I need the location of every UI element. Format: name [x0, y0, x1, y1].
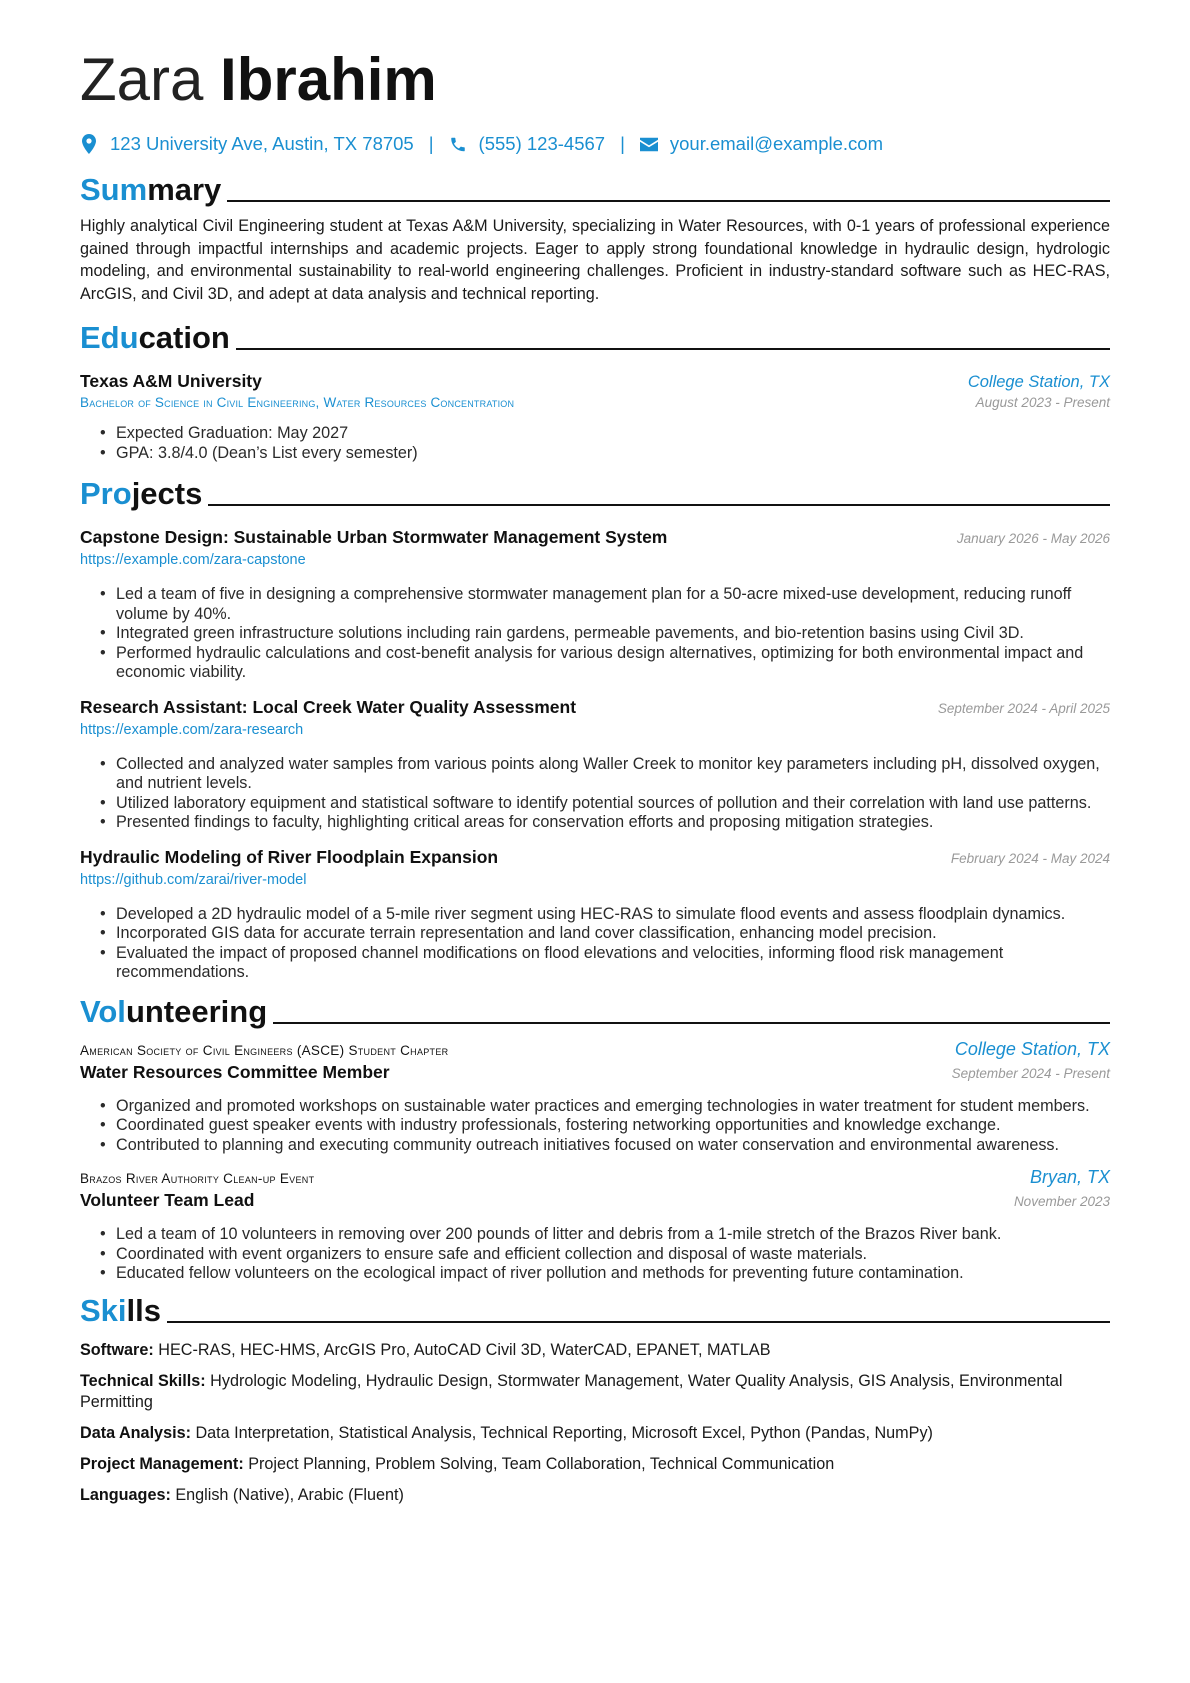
projects-heading: [80, 471, 1110, 513]
bullet-item: • Incorporated GIS data for accurate terrain representation and land cover classification, enhancing model precision.: [116, 924, 1110, 944]
project-dates: February 2024 - May 2024: [950, 850, 1110, 866]
address-text: 123 University Ave, Austin, TX 78705: [110, 133, 414, 154]
project-entry: [80, 697, 1110, 833]
last-name: Ibrahim: [220, 46, 437, 113]
volunteer-location: Bryan, TX: [1029, 1167, 1110, 1187]
skill-label: Data Analysis:: [80, 1423, 191, 1442]
phone-text: (555) 123-4567: [478, 133, 606, 154]
heading-rest: unteering: [125, 993, 268, 1029]
bullet-item: • Educated fellow volunteers on the ecological impact of river pollution and methods for preventing future contamination.: [116, 1264, 1110, 1284]
volunteer-location: College Station, TX: [954, 1038, 1110, 1059]
education-bullets: [80, 424, 1110, 463]
bullet-item: • Presented findings to faculty, highlighting critical areas for conservation efforts and proposing mitigation strategies.: [116, 813, 1110, 833]
project-title: Capstone Design: Sustainable Urban Stormwater Management System: [80, 527, 668, 547]
heading-accent: Vol: [80, 993, 126, 1029]
project-bullets: [80, 585, 1110, 683]
email-item[interactable]: [640, 133, 883, 155]
project-dates: January 2026 - May 2026: [956, 531, 1110, 546]
bullet-item: • Contributed to planning and executing community outreach initiatives focused on water conservation and environmental awareness.: [116, 1136, 1110, 1156]
bullet-item: • Led a team of 10 volunteers in removing over 200 pounds of litter and debris from a 1-mile stretch of the Brazos River bank.: [116, 1225, 1110, 1245]
skill-label: Software:: [80, 1340, 154, 1359]
section-rule: [273, 1022, 1110, 1024]
degree: Bachelor of Science in Civil Engineering, Water Resources Concentration: [80, 395, 515, 410]
skill-value: Hydrologic Modeling, Hydraulic Design, Stormwater Management, Water Quality Analysis, GIS Analysis, Environmental Permitting: [80, 1371, 1063, 1411]
heading-rest: cation: [138, 320, 230, 355]
skill-row: [80, 1371, 1110, 1413]
project-dates: September 2024 - April 2025: [937, 700, 1110, 716]
volunteer-bullets: [80, 1225, 1110, 1284]
heading-accent: Edu: [80, 320, 139, 355]
section-rule: [167, 1321, 1110, 1323]
summary-text: Highly analytical Civil Engineering student at Texas A&M University, specializing in Water Resources, with 0-1 years of professional experience gained through impactful internships and academic projects. Eager to apply strong foundational knowledge in hydraulic design, hydrologic modeling, and environmental sustainability to real-world engineering challenges. Proficient in industry-standard software such as HEC-RAS, ArcGIS, and Civil 3D, and adept at data analysis and technical reporting.: [80, 217, 1110, 303]
bullet-item: • Performed hydraulic calculations and cost-benefit analysis for various design alternatives, optimizing for both environmental impact and economic viability.: [116, 644, 1110, 683]
skill-value: Project Planning, Problem Solving, Team Collaboration, Technical Communication: [248, 1454, 835, 1473]
bullet-item: • GPA: 3.8/4.0 (Dean’s List every semester): [116, 444, 1110, 464]
project-link[interactable]: https://github.com/zarai/river-model: [80, 871, 307, 888]
school-location: College Station, TX: [967, 373, 1110, 391]
volunteer-entry: [80, 1039, 1110, 1156]
summary-heading: [80, 167, 1110, 209]
skill-row: [80, 1454, 1110, 1475]
volunteer-role: Water Resources Committee Member: [80, 1061, 390, 1082]
candidate-name: [80, 0, 1110, 120]
education-dates: August 2023 - Present: [975, 395, 1110, 410]
bullet-item: • Led a team of five in designing a comprehensive stormwater management plan for a 50-acre mixed-use development, reducing runoff volume by 40%.: [116, 585, 1110, 624]
bullet-item: • Utilized laboratory equipment and statistical software to identify potential sources of pollution and their correlation with land use patterns.: [116, 794, 1110, 814]
contact-separator: |: [620, 133, 625, 154]
contact-line: [80, 129, 1110, 159]
education-heading: [80, 315, 1110, 357]
education-entry: [80, 371, 1110, 463]
skills-list: [80, 1340, 1110, 1506]
project-entry: [80, 847, 1110, 983]
skill-label: Languages:: [80, 1485, 171, 1504]
heading-accent: Sum: [80, 172, 148, 207]
project-bullets: [80, 905, 1110, 983]
project-link[interactable]: https://example.com/zara-research: [80, 721, 304, 738]
skill-label: Project Management:: [80, 1454, 244, 1473]
project-entry: [80, 527, 1110, 683]
project-title: Hydraulic Modeling of River Floodplain Expansion: [80, 846, 499, 867]
skill-label: Technical Skills:: [80, 1371, 206, 1390]
heading-rest: lls: [126, 1292, 161, 1328]
bullet-item: • Expected Graduation: May 2027: [116, 424, 1110, 444]
heading-accent: Ski: [80, 1292, 127, 1328]
volunteer-org: American Society of Civil Engineers (ASCE) Student Chapter: [80, 1042, 449, 1058]
phone-item[interactable]: [449, 133, 606, 155]
bullet-item: • Developed a 2D hydraulic model of a 5-mile river segment using HEC-RAS to simulate flood events and assess floodplain dynamics.: [116, 905, 1110, 925]
volunteer-entry: [80, 1167, 1110, 1284]
envelope-icon: [640, 134, 658, 154]
section-rule: [227, 200, 1110, 202]
skill-value: English (Native), Arabic (Fluent): [175, 1485, 404, 1504]
bullet-item: • Evaluated the impact of proposed channel modifications on flood elevations and velocities, informing flood risk management recommendations.: [116, 944, 1110, 983]
skill-value: HEC-RAS, HEC-HMS, ArcGIS Pro, AutoCAD Civil 3D, WaterCAD, EPANET, MATLAB: [158, 1340, 771, 1359]
map-pin-icon: [80, 134, 98, 154]
contact-separator: |: [428, 133, 434, 154]
section-rule: [236, 348, 1110, 350]
heading-rest: mary: [147, 172, 222, 207]
bullet-item: • Coordinated with event organizers to ensure safe and efficient collection and disposal of waste materials.: [116, 1245, 1110, 1265]
bullet-item: • Organized and promoted workshops on sustainable water practices and emerging technologies in water treatment for student members.: [116, 1097, 1110, 1117]
email-text: your.email@example.com: [669, 133, 883, 154]
school-name: Texas A&M University: [80, 371, 262, 391]
project-link[interactable]: https://example.com/zara-capstone: [80, 552, 306, 568]
skill-row: [80, 1423, 1110, 1444]
skills-heading: [80, 1288, 1110, 1330]
skill-row: [80, 1340, 1110, 1361]
heading-accent: Pro: [80, 476, 132, 511]
volunteer-dates: September 2024 - Present: [951, 1065, 1110, 1081]
address-item: [80, 133, 414, 155]
bullet-item: • Integrated green infrastructure solutions including rain gardens, permeable pavements, and bio-retention basins using Civil 3D.: [116, 624, 1110, 644]
volunteer-role: Volunteer Team Lead: [80, 1190, 255, 1210]
heading-rest: jects: [131, 476, 203, 511]
bullet-item: • Coordinated guest speaker events with industry professionals, fostering networking opportunities and knowledge exchange.: [116, 1116, 1110, 1136]
skill-value: Data Interpretation, Statistical Analysis, Technical Reporting, Microsoft Excel, Python (Pandas, NumPy): [195, 1423, 933, 1442]
phone-icon: [449, 134, 467, 154]
volunteer-bullets: [80, 1097, 1110, 1156]
volunteer-org: Brazos River Authority Clean-up Event: [80, 1171, 315, 1186]
project-bullets: [80, 755, 1110, 833]
project-title: Research Assistant: Local Creek Water Quality Assessment: [80, 696, 577, 717]
volunteering-heading: [80, 989, 1110, 1031]
bullet-item: • Collected and analyzed water samples from various points along Waller Creek to monitor key parameters including pH, dissolved oxygen, and nutrient levels.: [116, 755, 1110, 794]
section-rule: [208, 504, 1110, 506]
skill-row: [80, 1485, 1110, 1506]
first-name: Zara: [80, 46, 204, 113]
volunteer-dates: November 2023: [1013, 1194, 1110, 1209]
